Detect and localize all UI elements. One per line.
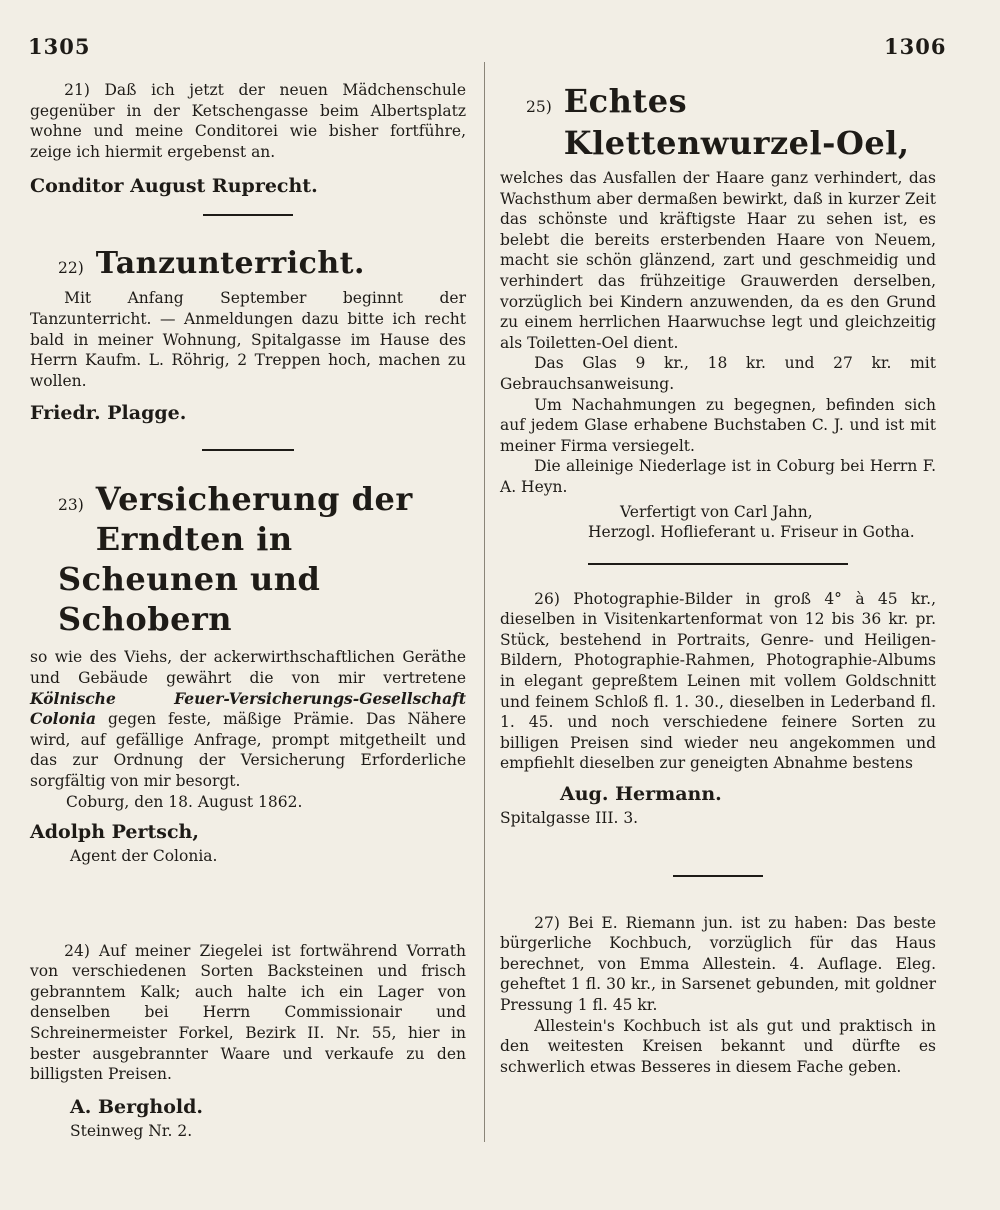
ad-note: Allestein's Kochbuch ist als gut und praktisch in den weitesten Kreisen bekannt und dürfte es schwerlich etwas Besseres in diesem Fache geben. [500, 1016, 936, 1076]
ad-21 [30, 80, 466, 200]
ad-address: Steinweg Nr. 2. [70, 1121, 193, 1140]
left-column [30, 80, 466, 1141]
ad-heading: Tanzunterricht. [95, 246, 365, 282]
ad-address: Spitalgasse III. 3. [500, 809, 639, 828]
divider [203, 214, 293, 216]
signature-role: Agent der Colonia. [70, 847, 218, 866]
ad-signature: Adolph Pertsch, [30, 821, 199, 844]
ad-text: so wie des Viehs, der ackerwirthschaftlichen Geräthe und Gebäude gewährt die von mir vertretene [30, 648, 466, 687]
ad-warning: Um Nachahmungen zu begegnen, befinden sich auf jedem Glase erhabene Buchstaben C. J. und ist mit meiner Firma versiegelt. [500, 395, 936, 455]
ad-22 [30, 246, 466, 427]
right-column [500, 80, 936, 1077]
ad-number: 21) [64, 81, 90, 99]
ad-24 [30, 941, 466, 1142]
place-date: Coburg, den 18. August 1862. [66, 792, 303, 811]
ad-text: welches das Ausfallen der Haare ganz verhindert, das Wachsthum aber dermaßen bewirkt, daß in kurzer Zeit das schönste und kräftigste Haar zu sehen ist, es belebt die bereits ersterbenden Haare von Neuem, macht sie schön glänzend, zart und geschmeidig und verhindert das frühzeitige Grauwerden derselben, vorzüglich bei Kindern anzuwenden, da es den Grund zu einem herrlichen Haarwuchse legt und gleichzeitig als Toiletten-Oel dient. [500, 169, 936, 352]
ad-number: 23) [58, 496, 84, 515]
ad-signature: A. Berghold. [70, 1095, 204, 1118]
maker-name: Verfertigt von Carl Jahn, [620, 502, 813, 521]
ad-heading-line1: Versicherung der Erndten in [95, 480, 413, 559]
ad-heading: Echtes Klettenwurzel-Oel, [563, 82, 910, 162]
divider [588, 563, 848, 565]
page-number-right: 1306 [884, 34, 947, 59]
ad-price: Das Glas 9 kr., 18 kr. und 27 kr. mit Gebrauchsanweisung. [500, 354, 936, 393]
ad-25 [500, 80, 936, 543]
ad-heading-line2: Scheunen und Schobern [58, 560, 321, 639]
page-number-left: 1305 [28, 34, 91, 59]
ad-text: Mit Anfang September beginnt der Tanzunterricht. — Anmeldungen dazu bitte ich recht bald in meiner Wohnung, Spitalgasse im Hause des Herrn Kaufm. L. Röhrig, 2 Treppen hoch, machen zu wollen. [30, 289, 466, 390]
ad-signature: Conditor August Ruprecht. [30, 175, 318, 198]
ad-number: 27) [534, 913, 560, 932]
ad-depot: Die alleinige Niederlage ist in Coburg bei Herrn F. A. Heyn. [500, 457, 936, 496]
ad-number: 24) [64, 941, 90, 960]
column-divider [484, 62, 485, 1142]
ad-number: 22) [58, 259, 84, 278]
divider [202, 449, 294, 451]
ad-text-continued: gegen feste, mäßige Prämie. Das Nähere wird, auf gefällige Anfrage, prompt mitgetheilt und das zur Ordnung der Versicherung Erforderliche sorgfältig von mir besorgt. [30, 710, 467, 790]
ad-signature: Aug. Hermann. [560, 783, 722, 806]
ad-text: Daß ich jetzt der neuen Mädchenschule gegenüber in der Ketschengasse beim Albertsplatz wohne und meine Conditorei wie bisher fortführe, zeige ich hiermit ergebenst an. [30, 81, 466, 161]
company-name: Kölnische Feuer-Versicherungs-Gesellschaft Colonia [30, 688, 466, 729]
ad-number: 25) [526, 98, 552, 116]
divider [673, 875, 763, 877]
ad-text: Photographie-Bilder in groß 4° à 45 kr., dieselben in Visitenkartenformat von 12 bis 36 kr. pr. Stück, bestehend in Portraits, Genre- und Heiligen-Bildern, Photographie-Rahmen, Photographie-Albums in elegant gepreßtem Leinen mit vollem Goldschnitt und feinem Schloß fl. 1. 30., dieselben in Lederband fl. 1. 45. und noch verschiedene feinere Sorten zu billigen Preisen sind wieder neu angekommen und empfiehlt dieselben zur geneigten Abnahme bestens [500, 589, 936, 773]
ad-text: Bei E. Riemann jun. ist zu haben: Das beste bürgerliche Kochbuch, vorzüglich für das Haus berechnet, von Emma Allestein. 4. Auflage. Eleg. geheftet 1 fl. 30 kr., in Sarsenet gebunden, mit goldner Pressung 1 fl. 45 kr. [500, 913, 936, 1014]
ad-26 [500, 589, 936, 829]
ad-27 [500, 913, 936, 1078]
ad-text: Auf meiner Ziegelei ist fortwährend Vorrath von verschiedenen Sorten Backsteinen und frisch gebranntem Kalk; auch halte ich ein Lager von denselben bei Herrn Commissionair und Schreinermeister Forkel, Bezirk II. Nr. 55, hier in bester ausgebrannter Waare und verkaufe zu den billigsten Preisen. [30, 941, 466, 1084]
ad-23 [30, 479, 466, 866]
maker-title: Herzogl. Hoflieferant u. Friseur in Gotha. [588, 523, 915, 542]
ad-signature: Friedr. Plagge. [30, 402, 187, 425]
ad-number: 26) [534, 589, 560, 608]
